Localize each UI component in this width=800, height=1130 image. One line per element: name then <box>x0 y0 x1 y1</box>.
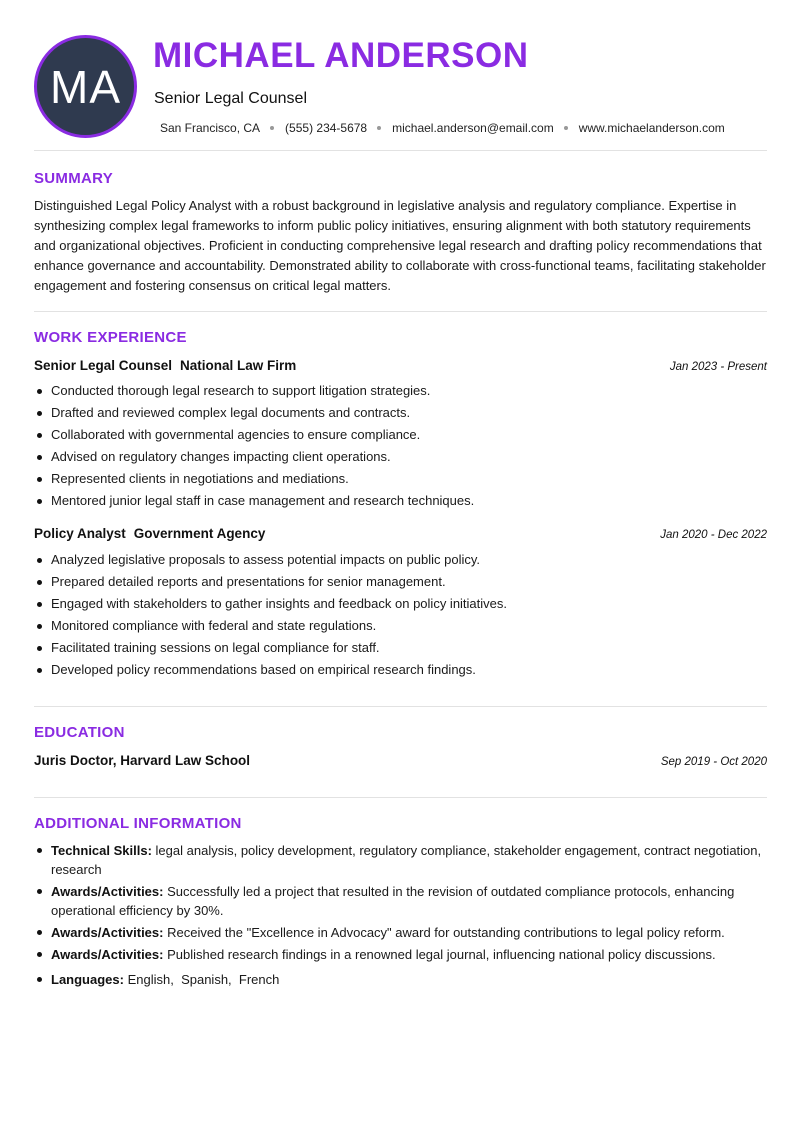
job-heading <box>34 358 767 373</box>
section-title-additional: ADDITIONAL INFORMATION <box>34 815 242 832</box>
job-bullets <box>34 380 767 512</box>
list-item: Drafted and reviewed complex legal documents and contracts. <box>34 402 767 424</box>
info-text: English, Spanish, French <box>127 972 280 987</box>
job-company: National Law Firm <box>180 358 297 373</box>
divider <box>34 797 767 798</box>
info-label: Technical Skills: <box>51 843 152 858</box>
job-company: Government Agency <box>133 526 266 541</box>
separator-dot <box>564 126 568 130</box>
list-item: Facilitated training sessions on legal compliance for staff. <box>34 637 767 659</box>
info-label: Languages: <box>51 972 124 987</box>
info-text: Published research findings in a renowned legal journal, influencing national policy discussions. <box>167 947 716 962</box>
list-item: Monitored compliance with federal and state regulations. <box>34 615 767 637</box>
list-item: Mentored junior legal staff in case management and research techniques. <box>34 490 767 512</box>
list-item: Prepared detailed reports and presentations for senior management. <box>34 571 767 593</box>
list-item: Conducted thorough legal research to support litigation strategies. <box>34 380 767 402</box>
section-title-summary: SUMMARY <box>34 170 114 187</box>
contact-location: San Francisco, CA <box>160 121 261 135</box>
avatar-initials: MA <box>50 60 121 113</box>
list-item <box>34 923 767 942</box>
education-dates: Sep 2019 - Oct 2020 <box>660 756 767 768</box>
contact-phone: (555) 234-5678 <box>285 121 368 135</box>
info-text: legal analysis, policy development, regulatory compliance, stakeholder engagement, contract negotiation, research <box>51 843 762 877</box>
section-title-education: EDUCATION <box>34 724 125 741</box>
job-bullets <box>34 549 767 681</box>
info-label: Awards/Activities: <box>51 947 164 962</box>
list-item <box>34 970 767 989</box>
avatar <box>34 35 137 138</box>
candidate-role: Senior Legal Counsel <box>154 90 307 107</box>
divider <box>34 150 767 151</box>
list-item: Collaborated with governmental agencies to ensure compliance. <box>34 424 767 446</box>
separator-dot <box>270 126 274 130</box>
list-item: Analyzed legislative proposals to assess potential impacts on public policy. <box>34 549 767 571</box>
candidate-name: MICHAEL ANDERSON <box>153 36 529 75</box>
list-item <box>34 945 767 964</box>
info-text: Successfully led a project that resulted in the revision of outdated compliance protocols, enhancing operational efficiency by 30%. <box>51 884 735 918</box>
section-title-experience: WORK EXPERIENCE <box>34 329 187 346</box>
list-item <box>34 841 767 879</box>
education-degree: Juris Doctor, Harvard Law School <box>34 753 251 768</box>
contact-website: www.michaelanderson.com <box>578 121 725 135</box>
contact-email: michael.anderson@email.com <box>392 121 554 135</box>
list-item: Developed policy recommendations based on empirical research findings. <box>34 659 767 681</box>
info-text: Received the "Excellence in Advocacy" award for outstanding contributions to legal policy reform. <box>167 925 725 940</box>
list-item <box>34 882 767 920</box>
additional-info-list <box>34 841 767 992</box>
summary-text: Distinguished Legal Policy Analyst with a robust background in legislative analysis and regulatory compliance. Expertise in synthesizing complex legal frameworks to inform public policy initiatives, ensuring alignment with both statutory requirements and organizational objectives. Proficient in conducting comprehensive legal research and drafting policy recommendations that enhance governance and accountability. Demonstrated ability to collaborate with cross-functional teams, facilitating stakeholder engagement and fostering consensus on critical legal matters. <box>34 198 766 293</box>
list-item: Engaged with stakeholders to gather insights and feedback on policy initiatives. <box>34 593 767 615</box>
job-position: Senior Legal Counsel <box>34 358 173 373</box>
divider <box>34 706 767 707</box>
job-position: Policy Analyst <box>34 526 126 541</box>
separator-dot <box>377 126 381 130</box>
divider <box>34 311 767 312</box>
contact-bar <box>160 121 725 135</box>
job-heading <box>34 526 767 541</box>
list-item: Represented clients in negotiations and mediations. <box>34 468 767 490</box>
job-dates: Jan 2020 - Dec 2022 <box>660 529 767 541</box>
job-dates: Jan 2023 - Present <box>669 361 767 373</box>
info-label: Awards/Activities: <box>51 925 164 940</box>
list-item: Advised on regulatory changes impacting client operations. <box>34 446 767 468</box>
info-label: Awards/Activities: <box>51 884 164 899</box>
